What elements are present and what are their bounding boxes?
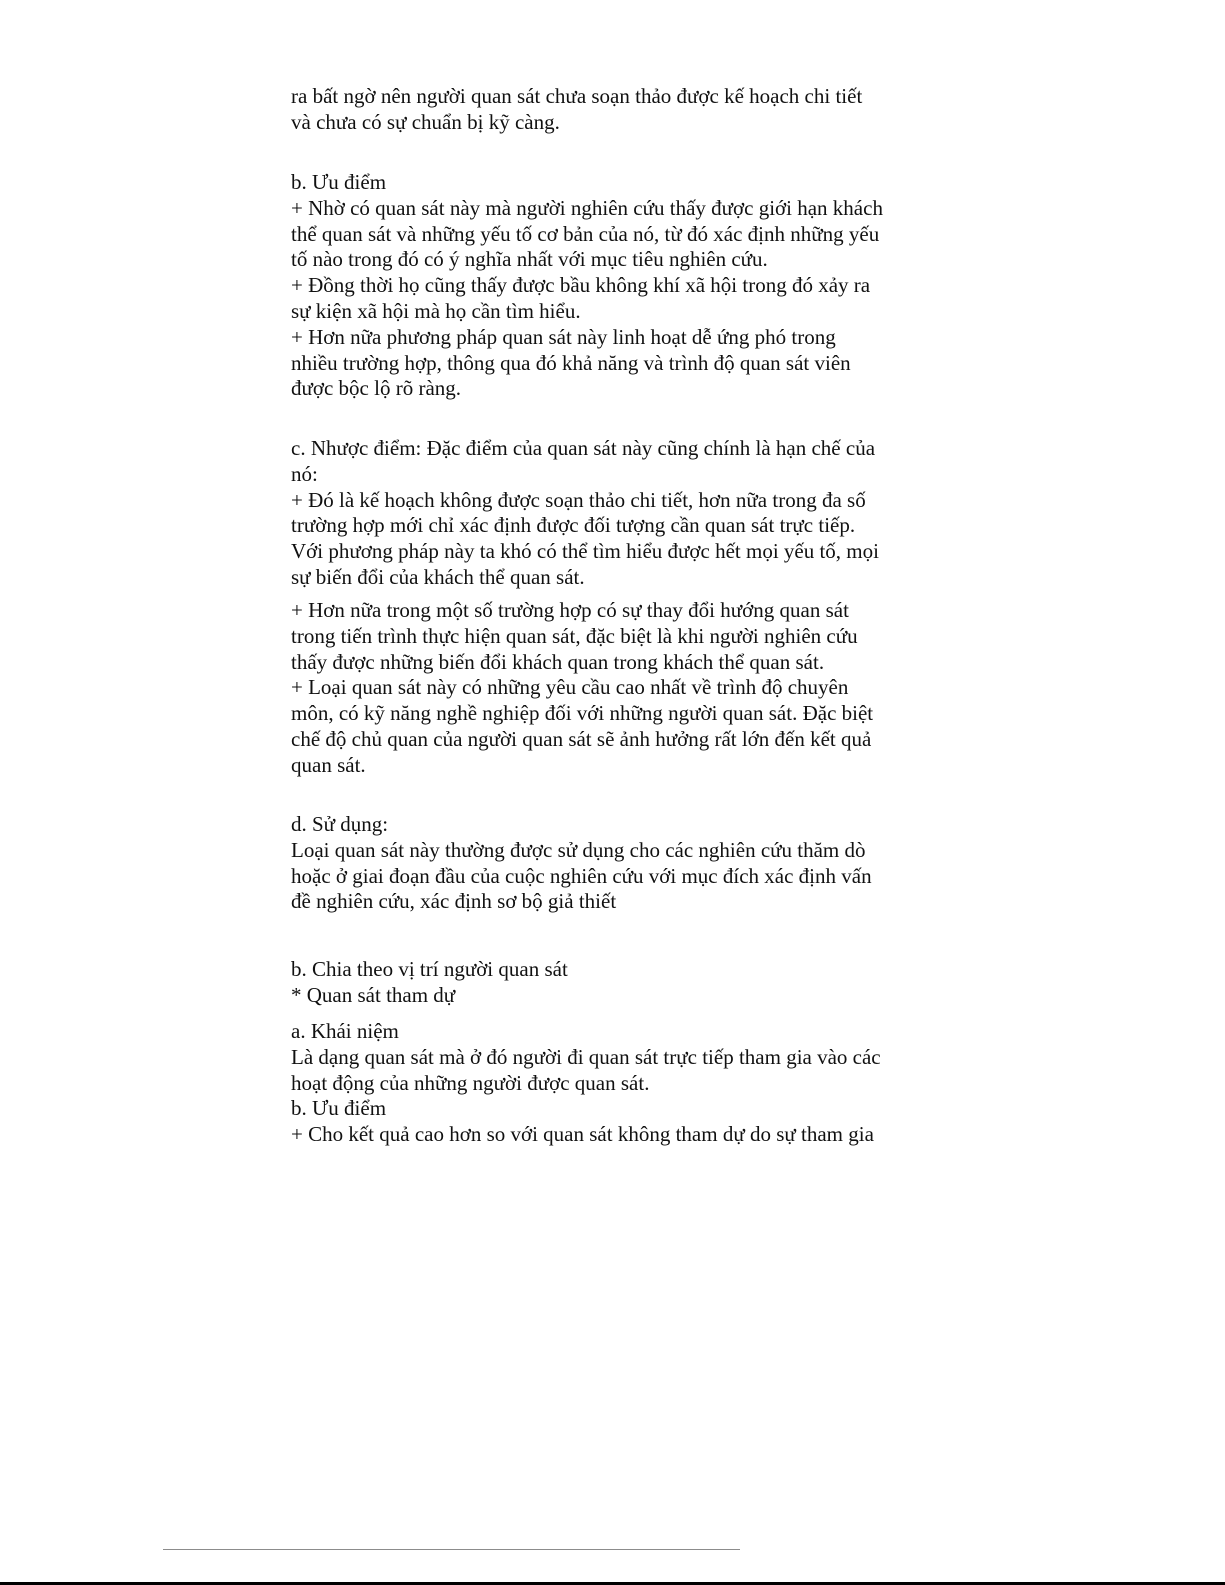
text-line: thể quan sát và những yếu tố cơ bản của nó, từ đó xác định những yếu: [291, 221, 880, 246]
section-heading: b. Ưu điểm: [291, 170, 387, 194]
text-line: nó:: [291, 461, 318, 486]
section-heading: b. Chia theo vị trí người quan sát: [291, 957, 568, 981]
paragraph-block-6: [291, 957, 931, 1009]
text-line: và chưa có sự chuẩn bị kỹ càng.: [291, 109, 560, 134]
section-heading: a. Khái niệm: [291, 1019, 399, 1043]
text-line: môn, có kỹ năng nghề nghiệp đối với những người quan sát. Đặc biệt: [291, 701, 874, 726]
text-line: được bộc lộ rõ ràng.: [291, 376, 462, 401]
section-heading: d. Sử dụng:: [291, 812, 389, 836]
section-heading: b. Ưu điểm: [291, 1096, 387, 1121]
text-line: đề nghiên cứu, xác định sơ bộ giả thiết: [291, 889, 617, 914]
text-line: + Cho kết quả cao hơn so với quan sát không tham dự do sự tham gia: [291, 1122, 874, 1147]
text-line: sự biến đổi của khách thể quan sát.: [291, 564, 585, 589]
text-line: trong tiến trình thực hiện quan sát, đặc biệt là khi người nghiên cứu: [291, 623, 858, 648]
text-line: + Loại quan sát này có những yêu cầu cao nhất về trình độ chuyên: [291, 675, 849, 700]
text-line: + Đó là kế hoạch không được soạn thảo chi tiết, hơn nữa trong đa số: [291, 487, 866, 512]
text-line: Với phương pháp này ta khó có thể tìm hiểu được hết mọi yếu tố, mọi: [291, 539, 879, 564]
paragraph-block-3: [291, 436, 931, 591]
text-line: sự kiện xã hội mà họ cần tìm hiểu.: [291, 298, 581, 323]
text-line: + Hơn nữa phương pháp quan sát này linh hoạt dễ ứng phó trong: [291, 324, 836, 349]
text-line: + Đồng thời họ cũng thấy được bầu không khí xã hội trong đó xảy ra: [291, 273, 871, 298]
text-line: ra bất ngờ nên người quan sát chưa soạn thảo được kế hoạch chi tiết: [291, 84, 863, 108]
text-line: * Quan sát tham dự: [291, 982, 456, 1007]
text-line: + Hơn nữa trong một số trường hợp có sự thay đổi hướng quan sát: [291, 598, 849, 622]
text-line: thấy được những biến đổi khách quan trong khách thể quan sát.: [291, 649, 825, 674]
text-line: hoạt động của những người được quan sát.: [291, 1070, 650, 1095]
paragraph-block-7: [291, 1019, 931, 1148]
paragraph-block-4: [291, 598, 931, 779]
text-line: trường hợp mới chỉ xác định được đối tượng cần quan sát trực tiếp.: [291, 513, 856, 538]
text-line: Loại quan sát này thường được sử dụng cho các nghiên cứu thăm dò: [291, 837, 866, 862]
paragraph-block-2: [291, 170, 931, 402]
text-line: chế độ chủ quan của người quan sát sẽ ảnh hưởng rất lớn đến kết quả: [291, 726, 872, 751]
paragraph-block-5: [291, 812, 931, 915]
text-line: hoặc ở giai đoạn đầu của cuộc nghiên cứu với mục đích xác định vấn: [291, 863, 872, 888]
text-line: + Nhờ có quan sát này mà người nghiên cứu thấy được giới hạn khách: [291, 195, 883, 220]
section-heading: c. Nhược điểm: Đặc điểm của quan sát này cũng chính là hạn chế của: [291, 436, 876, 460]
text-line: nhiều trường hợp, thông qua đó khả năng và trình độ quan sát viên: [291, 350, 851, 375]
footnote-separator: [163, 1549, 740, 1550]
text-line: quan sát.: [291, 752, 366, 777]
paragraph-block-1: [291, 84, 931, 136]
text-line: tố nào trong đó có ý nghĩa nhất với mục tiêu nghiên cứu.: [291, 247, 768, 272]
text-line: Là dạng quan sát mà ở đó người đi quan sát trực tiếp tham gia vào các: [291, 1044, 881, 1069]
